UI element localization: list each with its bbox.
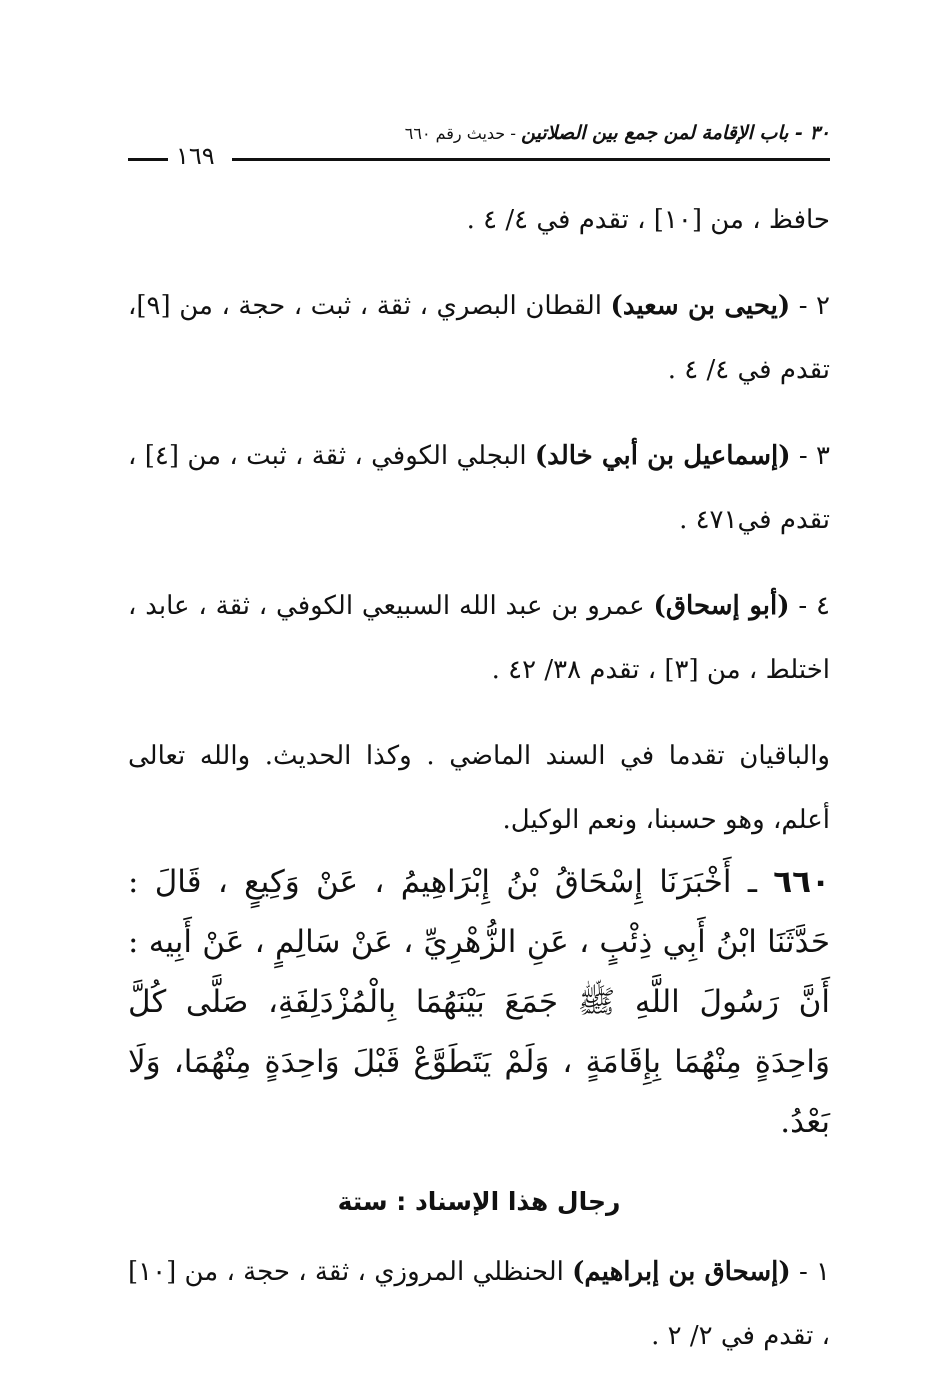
narrator-description: الحنظلي المروزي ، ثقة ، حجة ، من [١٠] ، تقدم في ٢/ ٢ .	[128, 1257, 830, 1351]
hadith-text: أَخْبَرَنَا إِسْحَاقُ بْنُ إِبْرَاهِيمُ ، عَنْ وَكِيعٍ ، قَالَ : حَدَّثَنَا ابْنُ أَبِي ذِئْبٍ ، عَنِ الزُّهْرِيِّ ، عَنْ سَالِمٍ ، عَنْ أَبِيه : أَنَّ رَسُولَ اللَّهِ ﷺ جَمَعَ بَيْنَهُمَا بِالْمُزْدَلِفَةِ، صَلَّى كُلَّ وَاحِدَةٍ مِنْهُمَا بِإِقَامَةٍ ، وَلَمْ يَتَطَوَّعْ قَبْلَ وَاحِدَةٍ مِنْهُمَا، وَلَا بَعْدُ.	[128, 864, 831, 1140]
page-header	[128, 118, 830, 168]
hadith-reference: - حديث رقم ٦٦٠	[404, 124, 522, 143]
section-heading: رجال هذا الإسناد : ستة	[337, 1187, 621, 1216]
spacer	[128, 552, 830, 574]
page-number: ١٦٩	[176, 142, 215, 170]
entry-number: ٣ -	[790, 441, 830, 471]
narrator-name: (يحيى بن سعيد)	[610, 291, 791, 321]
hadith-number: ٦٦٠	[773, 864, 830, 900]
spacer	[128, 402, 830, 424]
hadith-text-block	[128, 852, 830, 1152]
narrator-description: القطان البصري ، ثقة ، ثبت ، حجة ، من [٩]، تقدم في ٤/ ٤ .	[128, 291, 830, 385]
narrator-entry-1	[128, 1240, 830, 1368]
paragraph-continuation: حافظ ، من [١٠] ، تقدم في ٤/ ٤ .	[466, 205, 830, 235]
narrator-entry-2	[128, 274, 830, 402]
entry-number: ٢ -	[790, 291, 831, 321]
narrator-entry-4	[128, 574, 830, 702]
narrator-name: (أبو إسحاق)	[653, 591, 790, 621]
spacer	[128, 252, 830, 274]
narrator-entry-3	[128, 424, 830, 552]
closing-paragraph: والباقيان تقدما في السند الماضي . وكذا الحديث. والله تعالى أعلم، وهو حسبنا، ونعم الوكيل.	[128, 741, 830, 835]
running-title	[405, 122, 830, 144]
page-content	[128, 188, 830, 1368]
header-rule-short	[128, 158, 168, 161]
narrator-name: (إسماعيل بن أبي خالد)	[534, 441, 791, 471]
entry-number: ٤ -	[789, 591, 830, 621]
narrator-description: البجلي الكوفي ، ثقة ، ثبت ، من [٤] ، تقدم في٤٧١ .	[128, 441, 830, 535]
narrator-name: (إسحاق بن إبراهيم)	[572, 1257, 791, 1287]
narrator-description: عمرو بن عبد الله السبيعي الكوفي ، ثقة ، عابد ، اختلط ، من [٣] ، تقدم ٣٨/ ٤٢ .	[128, 591, 830, 685]
spacer	[128, 702, 830, 724]
chapter-title: ٣٠ - باب الإقامة لمن جمع بين الصلاتين	[521, 122, 830, 144]
entry-number: ١ -	[790, 1257, 830, 1287]
header-rule	[232, 158, 830, 161]
hadith-dash: ـ	[731, 864, 774, 900]
